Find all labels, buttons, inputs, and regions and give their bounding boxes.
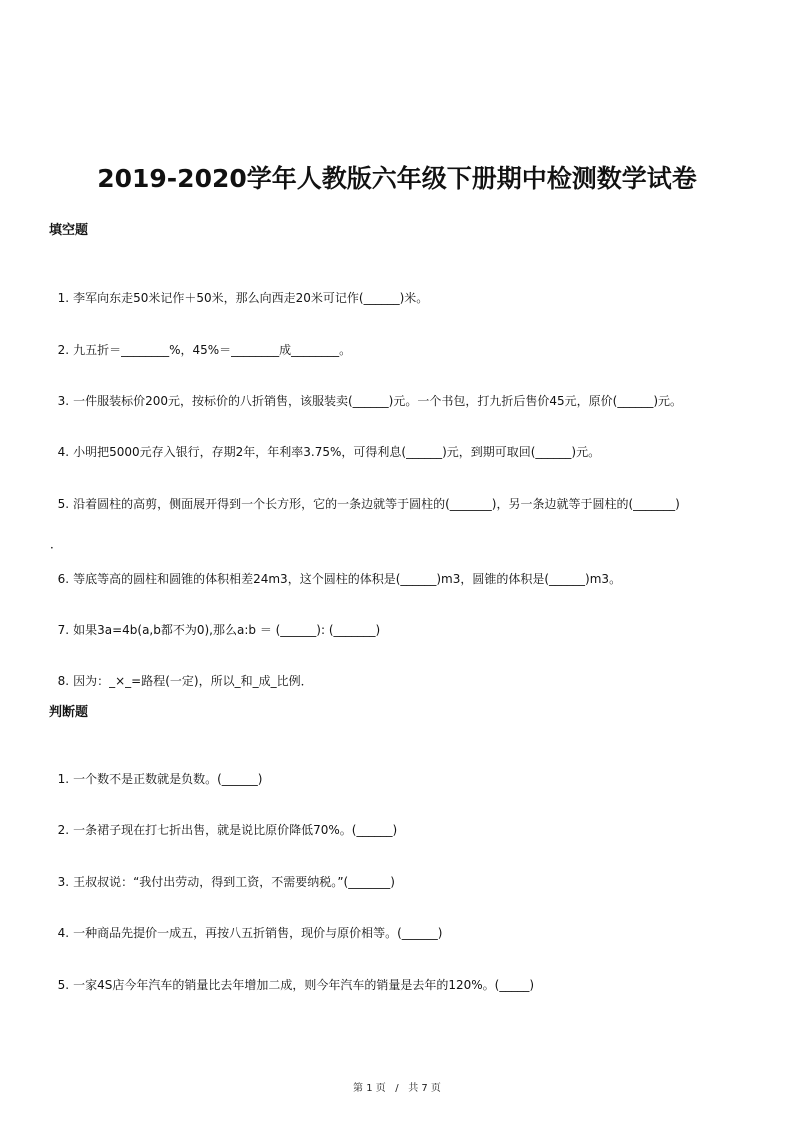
question-number: 3. — [57, 875, 70, 889]
question-item — [50, 749, 750, 789]
question-number: 8. — [57, 674, 70, 688]
question-item — [50, 371, 750, 411]
page-title: 2019-2020学年人教版六年级下册期中检测数学试卷 — [97, 164, 697, 193]
question-item — [50, 852, 750, 892]
question-item — [50, 955, 750, 995]
question-item — [50, 422, 750, 462]
question-item — [50, 903, 750, 943]
question-number: 1. — [57, 772, 70, 786]
page-footer — [0, 1082, 794, 1096]
question-number: 4. — [57, 926, 70, 940]
question-text: 九五折＝________%，45%＝________成________。 — [73, 343, 352, 357]
question-text: 王叔叔说：“我付出劳动，得到工资，不需要纳税。”(_______) — [73, 875, 395, 889]
question-number: 6. — [57, 572, 70, 586]
question-number: 7. — [57, 623, 70, 637]
question-number: 5. — [57, 497, 70, 511]
question-text: 沿着圆柱的高剪，侧面展开得到一个长方形，它的一条边就等于圆柱的(_______)，另一条边就等于圆柱的(_______) — [73, 497, 680, 511]
question-item — [50, 800, 750, 840]
question-text: 如果3a=4b(a,b都不为0),那么a:b ＝ (______): (_______) — [73, 623, 381, 637]
question-number: 4. — [57, 445, 70, 459]
question-text: 一条裙子现在打七折出售，就是说比原价降低70%。(______) — [73, 823, 398, 837]
question-number: 1. — [57, 291, 70, 305]
section-heading-fill-blank: 填空题 — [49, 223, 89, 238]
question-text: 小明把5000元存入银行，存期2年，年利率3.75%，可得利息(______)元，到期可取回(______)元。 — [73, 445, 601, 459]
question-item — [50, 549, 750, 589]
question-number: 3. — [57, 394, 70, 408]
question-text: 一个数不是正数就是负数。(______) — [73, 772, 263, 786]
question-text: 一件服装标价200元，按标价的八折销售，该服装卖(______)元。一个书包，打九折后售价45元，原价(______)元。 — [73, 394, 682, 408]
question-continuation: ． — [50, 537, 63, 551]
question-text: 李军向东走50米记作＋50米，那么向西走20米可记作(______)米。 — [73, 291, 429, 305]
question-item — [50, 600, 750, 640]
question-text: 等底等高的圆柱和圆锥的体积相差24m3，这个圆柱的体积是(______)m3，圆锥的体积是(______)m3。 — [73, 572, 622, 586]
question-item — [50, 268, 750, 308]
question-item — [50, 651, 750, 691]
question-text: 一家4S店今年汽车的销量比去年增加二成，则今年汽车的销量是去年的120%。(_____) — [73, 978, 535, 992]
page-number: 第 1 页 / 共 7 页 — [353, 1083, 441, 1094]
question-number: 2. — [57, 823, 70, 837]
question-text: 因为：_×_=路程(一定)，所以_和_成_比例． — [73, 674, 313, 688]
question-text: 一种商品先提价一成五，再按八五折销售，现价与原价相等。(______) — [73, 926, 443, 940]
section-heading-true-false: 判断题 — [49, 705, 89, 720]
question-item — [50, 320, 750, 360]
question-number: 2. — [57, 343, 70, 357]
question-number: 5. — [57, 978, 70, 992]
